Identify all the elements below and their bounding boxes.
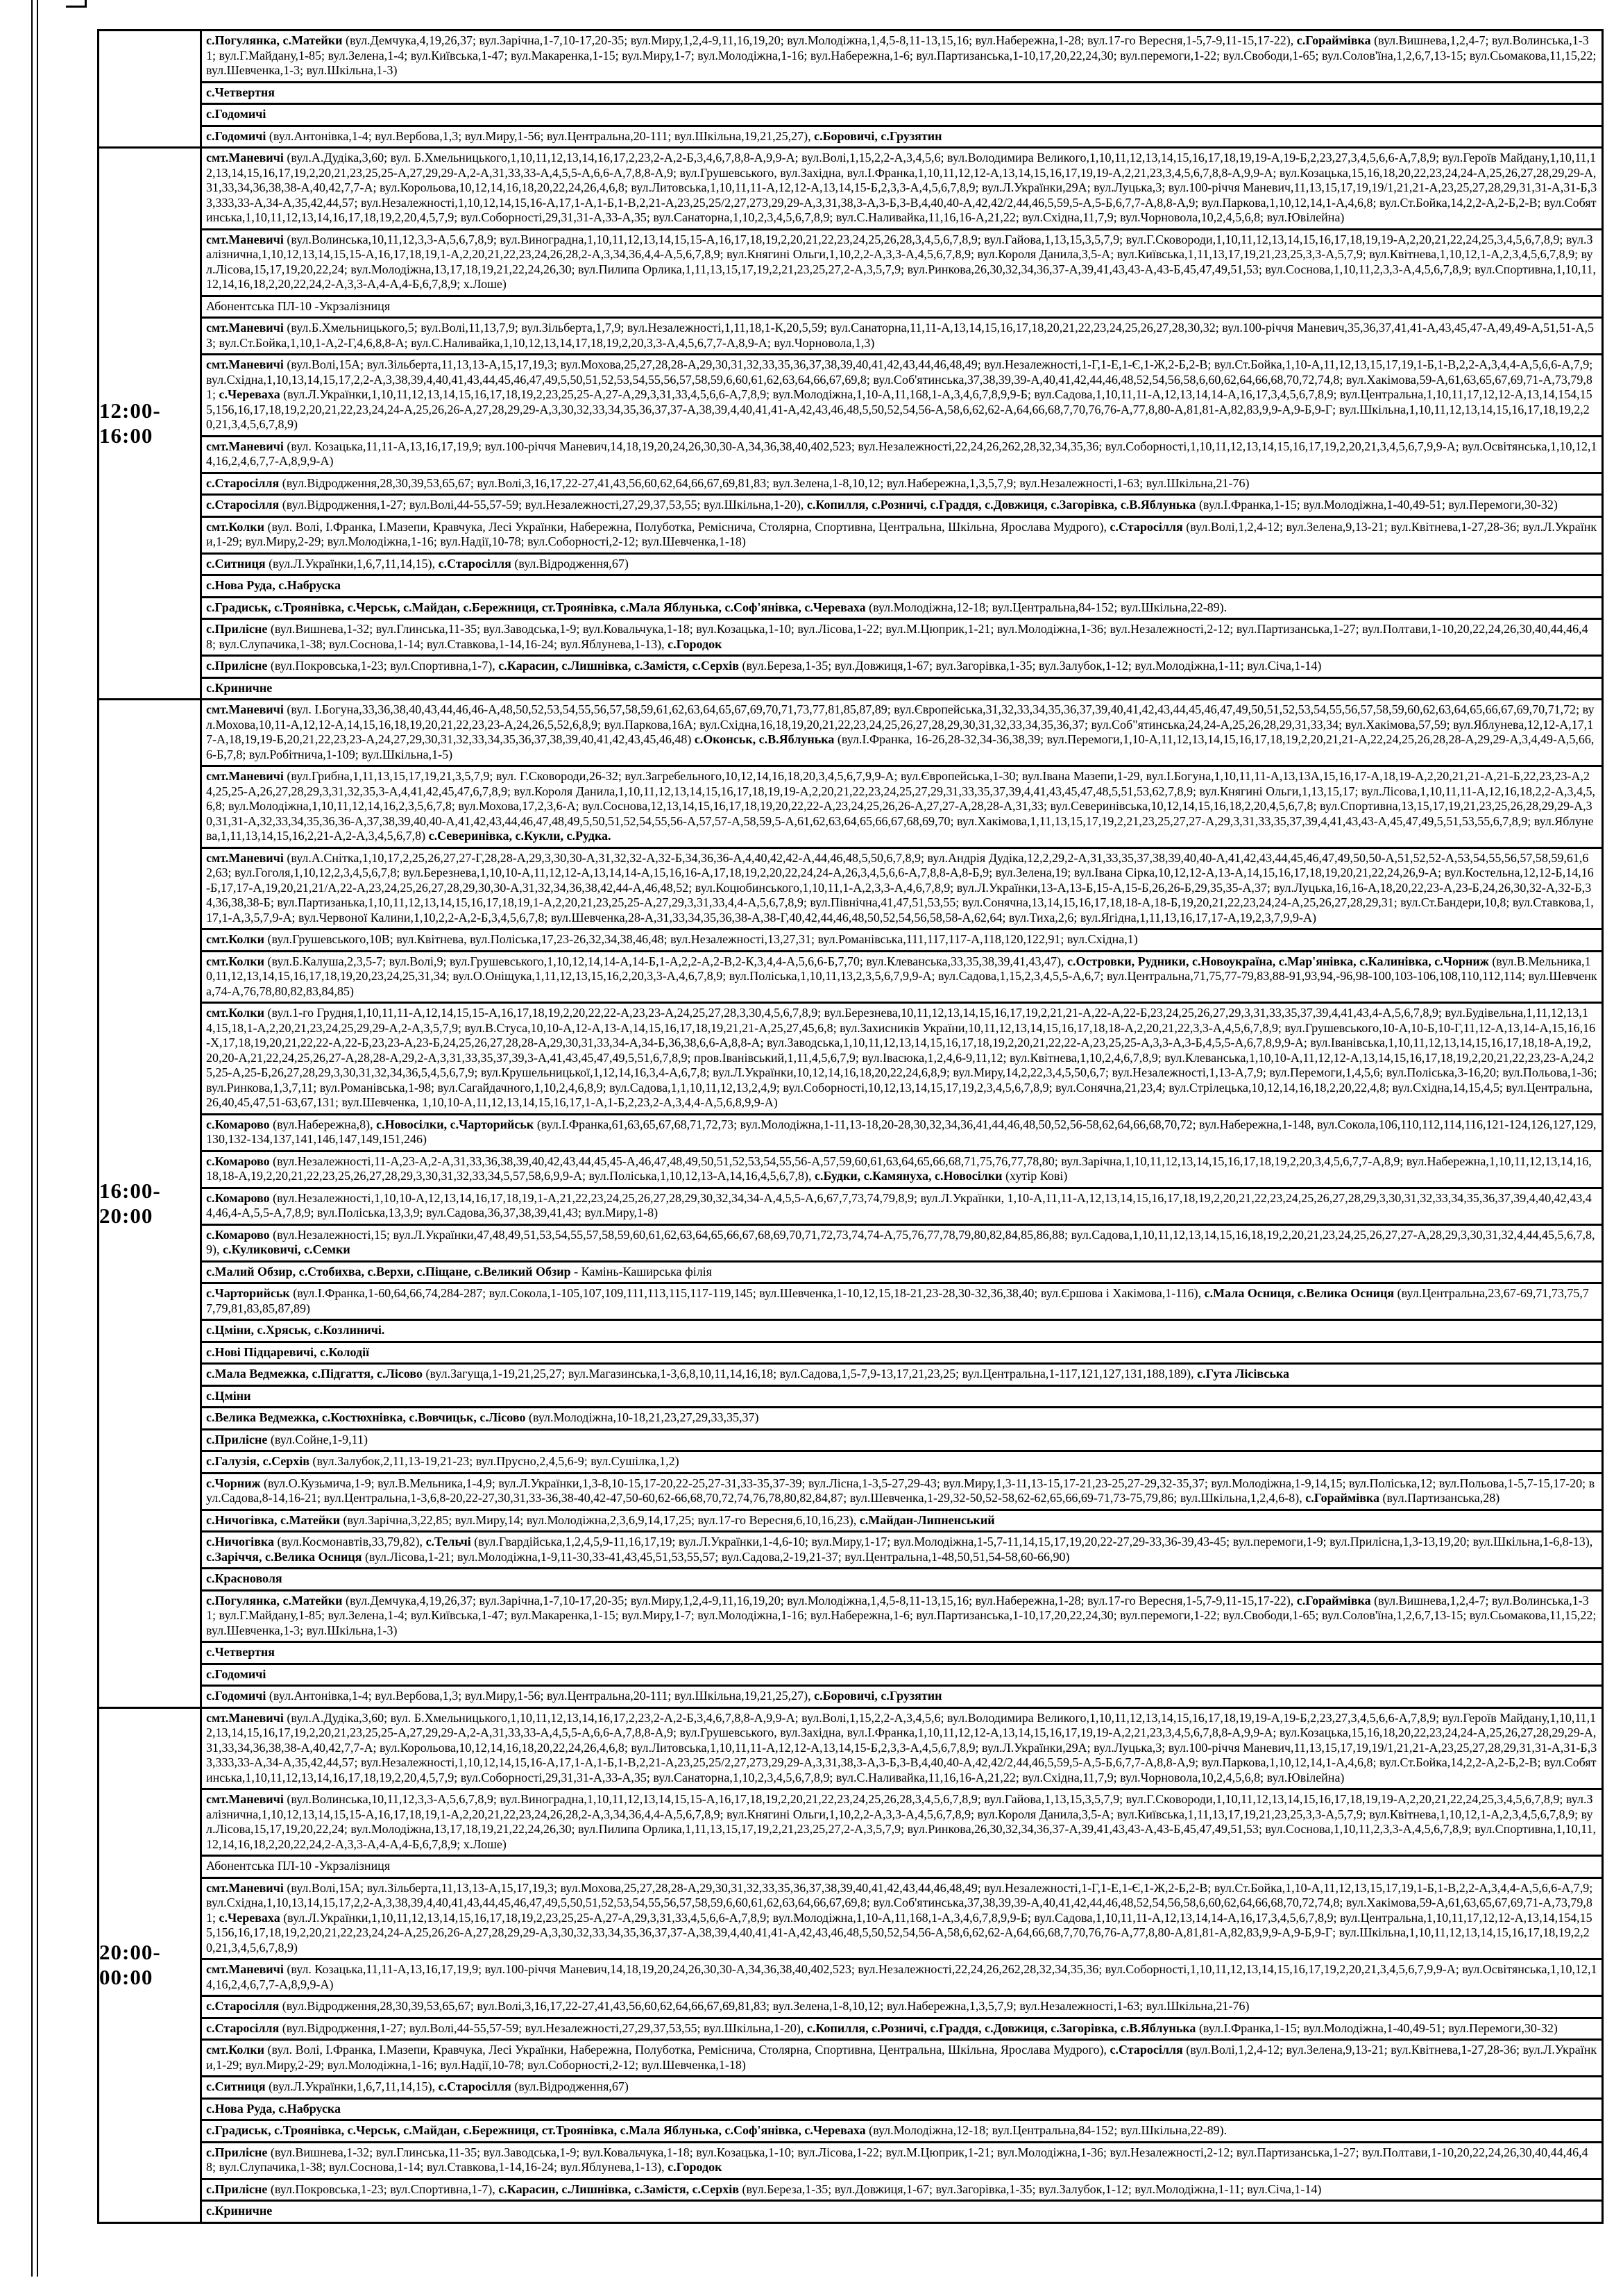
settlement-name: с.Гораймівка (1305, 1491, 1383, 1505)
table-row (202, 950, 1601, 1002)
table-row (202, 295, 1601, 317)
street-list: (вул.Партизанська,28) (1382, 1491, 1500, 1505)
settlement-name: с.Криничне (206, 680, 273, 695)
settlement-name: с.Малий Обзир, с.Стобихва, с.Верхи, с.Піщане, с.Великий Обзир (206, 1264, 575, 1278)
table-row (202, 2178, 1601, 2200)
table-row (202, 1685, 1601, 1707)
street-list: (вул.1-го Грудня,1,10,11,11-А,12,14,15,15-А,16,17,18,19,2,20,22,22-А,23,23-А,24,25,27,28,3,30,4,5,6,7,8,9; вул.Березнева,10,11,12,13,14,15,16,17,19,2,21,21-А,22-А,22-Б,23,24,25,26,27,29,3,31,33,35,37,39,4,41,43,4-А,5,6,7,8,9; вул.Будівельна,1,11,12,13,14,15,18,1-А,2,20,21,23,24,25,29,29-А,2-А,3,5,7,9; вул.В.Стуса,10,10-А,12-А,13-А,14,15,16,17,18,19,21,21-А,25,27,45,6,8; вул.Захисників України,10,11,12,13,14,15,16,17,18,18-А,2,20,21,22,3,3-А,4,5,6,7,8,9; вул.Грушевського,10-А,10-Б,10-Г,11,12-А,13,14-А,15,16,16-Х,17,18,19,20,21,22,22-А,22-Б,23,23-А,23-Б,24,25,26,27,28,28-А,29,30,31,33,34-А,34-Б,36,38,6,6-А,8,8-А; вул.Заводська,1,10,11,12,13,14,15,16,17,18,19,2,20,21,22,22-А,23,25,25-А,3,3-А,3-Б,4,5,5-А,6,7,8,9,9-А; вул.Іванівська,1,10,11,12,13,14,15,16,17,18,18-А,19,2,20,20-А,21,22,24,25,26,27-А,28,28-А,29,2-А,3,31,33,35,37,39,3-А,41,43,45,47,49,5,51,6,7,8,9; пров.Іванівський,1,11,4,5,6,7,9; вул.Івасюка,1,2,4,6-9,11,12; вул.Квітнева,1,10,2,4,6,7,8,9; вул.Клеванська,1,10,10-А,11,12,12-А,13,14,15,16,17,18,19,2,20,21,22,23,23-А,24,25,25-А,25-Б,26,27,28,29,3,30,31,32,34,36,5,4,5,6,7,9; вул.Крушельницької,1,12,14,16,3,4-А,6,7,8; вул.Л.Українки,10,12,14,16,18,20,22,24,6,8,9; вул.Миру,14,2,22,3,4,5,50,6,7; вул.Незалежності,1,13-А,7,9; вул.Перемоги,1,4,5,6; вул.Поліська,3-16,20; вул.Польова,1-36; вул.Ринкова,1,3,7,11; вул.Романівська,1-98; вул.Сагайдачного,1,10,2,4,6,8,9; вул.Садова,1,1,10,11,12,13,2,4,9; вул.Соборності,10,12,13,14,15,17,19,2,3,4,5,6,7,8,9; вул.Сонячна,21,23,4; вул.Стрілецька,10,12,14,16,18,2,20,22,4,8; вул.Східна,14,15,4,5; вул.Центральна,26,40,45,47,51-63,67,131; вул.Шевченка, 1,10,10-А,11,12,13,14,15,16,17,1-А,1-Б,2,23,2-А,3,4,4-А,5,6,8,9,9-А) (206, 1006, 1597, 1109)
table-row (202, 2075, 1601, 2097)
settlement-name: с.Ситниця (206, 2079, 269, 2093)
settlement-name: с.Градиськ, с.Троянівка, с.Черськ, с.Майдан, с.Бережниця, ст.Троянівка, с.Мала Яблунька, с.Соф'янівка, с.Череваха (206, 600, 869, 614)
table-row (202, 655, 1601, 677)
table-row (202, 1958, 1601, 1995)
street-list: (вул.Вишнева,1,2,4-7; вул.Волинська,1-31; вул.Г.Майдану,1-85; вул.Зелена,1-4; вул.Київська,1-47; вул.Макаренка,1-15; вул.Миру,1-7; вул.Молодіжна,1-16; вул.Набережна,1-6; вул.Партизанська,1-10,17,20,22,24,30; вул.перемоги,1-22; вул.Свободи,1-65; вул.Солов'їна,1,2,6,7,13-15; вул.Сьомакова,11,15,22; вул.Шевченка,1-3; вул.Шкільна,1-3) (206, 1593, 1597, 1637)
table-row (202, 435, 1601, 472)
settlement-name: с.Копилля, с.Розничі, с.Граддя, с.Довжиця, с.Загорівка, с.В.Яблунька (806, 498, 1199, 512)
street-list: (вул.Волі,1,2,4-12; вул.Зелена,9,13-21; вул.Квітнева,1-27,28-36; вул.Л.Українки,1-29; вул.Миру,2-29; вул.Молодіжна,1-16; вул.Надії,10-78; вул.Соборності,2-12; вул.Шевченка,1-18) (206, 2043, 1597, 2072)
street-list: (вул.Сойне,1-9,11) (270, 1432, 368, 1446)
table-row (202, 574, 1601, 596)
settlement-name: с.Мала Ведмежка, с.Підгаття, с.Лісово (206, 1367, 426, 1381)
settlement-name: с.Будки, с.Камянуха, с.Новосілки (814, 1169, 1006, 1183)
street-list: (вул.І.Франка, 16-26,28-32,34-36,38,39; вул.Перемоги,1,10-А,11,12,13,14,15,16,17,18,19,2,20,21,21-А,22,24,25,26,28,28-А,29,29-А,3,4,49-А,5,66,6-Б,7,8; вул.Робітнича,1-109; вул.Шкільна,1-5) (206, 732, 1595, 761)
settlement-name: с.Череваха (219, 1910, 284, 1925)
street-list: (хутір Кові) (1005, 1169, 1068, 1183)
time-section (97, 698, 1604, 1707)
rows-container (202, 700, 1601, 1707)
settlement-name: с.Северинівка, с.Кукли, с.Рудка. (428, 829, 611, 843)
settlement-name: с.Цміни (206, 1388, 251, 1403)
street-list: (вул.Молодіжна,12-18; вул.Центральна,84-152; вул.Шкільна,22-89). (869, 2123, 1227, 2137)
settlement-name: смт.Колки (206, 954, 268, 968)
street-list: Абонентська ПЛ-10 -Укрзалізниця (206, 1859, 391, 1873)
table-row (202, 552, 1601, 575)
settlement-name: смт.Маневичі (206, 702, 287, 716)
street-list: (вул.Відродження,28,30,39,53,65,67; вул.Волі,3,16,17,22-27,41,43,56,60,62,64,66,67,69,81,83; вул.Зелена,1-8,10,12; вул.Набережна,1,3,5,7,9; вул.Незалежності,1-63; вул.Шкільна,21-76) (282, 475, 1250, 490)
street-list: (вул.Покровська,1-23; вул.Спортивна,1-7), (270, 2181, 499, 2196)
street-list: (вул.Волі,15А; вул.Зільберта,11,13,13-А,15,17,19,3; вул.Мохова,25,27,28,28-А,29,30,31,32,33,35,36,37,38,39,40,41,42,43,44,46,48,49; вул.Незалежності,1-Г,1-Е,1-Є,1-Ж,2-Б,2-В; вул.Ст.Бойка,1,10-А,11,12,13,15,17,19,1-Б,1-В,2,2-А,3,4,4-А,5,6,6-А,7,9; вул.Східна,1,10,13,14,15,17,2,2-А,3,38,39,4,40,41,43,44,45,46,47,49,5,50,51,52,53,54,55,56,57,58,59,6,60,61,62,63,64,66,67,69,8; вул.Соб'ятинська,37,38,39,39-А,40,41,42,44,46,48,52,54,56,58,6,60,62,64,66,68,70,72,74,8; вул.Хакімова,59-А,61,63,65,67,69,71-А,73,79,81; (206, 357, 1593, 401)
settlement-name: смт.Маневичі (206, 1962, 287, 1976)
settlement-name: с.Старосілля (206, 2020, 282, 2035)
settlement-name: с.Годомичі (206, 107, 266, 121)
schedule-table (31, 29, 1604, 2224)
street-list: (вул.Молодіжна,12-18; вул.Центральна,84-152; вул.Шкільна,22-89). (869, 600, 1227, 614)
time-section (97, 1707, 1604, 2224)
settlement-name: с.Градиськ, с.Троянівка, с.Черськ, с.Майдан, с.Бережниця, ст.Троянівка, с.Мала Яблунька, с.Соф'янівка, с.Череваха (206, 2123, 869, 2137)
settlement-name: смт.Маневичі (206, 357, 287, 371)
street-list: (вул.Б.Хмельницького,5; вул.Волі,11,13,7,9; вул.Зільберта,1,7,9; вул.Незалежності,1,11,18,1-К,20,5,59; вул.Санаторна,11,11-А,13,14,15,16,17,18,20,21,22,23,24,25,26,27,28,30,32; вул.100-річчя Маневич,35,36,37,41,41-А,43,45,47-А,49,49-А,51,51-А,53; вул.Ст.Бойка,1,10,1-А,2-Г,4,6,8,8-А; вул.С.Наливайка,1,10,12,13,14,17,18,19,2,20,3,3-А,4,5,6,7,7-А,8,9-А; вул.Чорновола,1,3) (206, 321, 1594, 350)
settlement-name: с.Боровичі, с.Грузятин (814, 128, 942, 143)
cutoff-cell-corner-mark-vertical (85, 0, 87, 8)
street-list: (вул.І.Франка,1-15; вул.Молодіжна,1-40,49-51; вул.Перемоги,30-32) (1198, 2020, 1558, 2035)
table-row (202, 1855, 1601, 1877)
settlement-name: с.Новосілки, с.Чарторийськ (376, 1117, 537, 1131)
rows-container (202, 149, 1601, 698)
street-list: (вул.Гвардійська,1,2,4,5,9-11,16,17,19; вул.Л.Українки,1-4,6-10; вул.Миру,1-17; вул.Молодіжна,1-5,7-11,14,15,17,19,20,22-27,29-33,36-39,43-45; вул.перемоги,1-9; вул.Прилісна,1,3-13,19,20; вул.Шкільна,1-6,8-13), (474, 1535, 1593, 1548)
table-row (202, 1589, 1601, 1641)
settlement-name: с.Тельчі (425, 1535, 475, 1548)
street-list: (вул.Волі,1,2,4-12; вул.Зелена,9,13-21; вул.Квітнева,1-27,28-36; вул.Л.Українки,1-29; вул.Миру,2-29; вул.Молодіжна,1-16; вул.Надії,10-78; вул.Соборності,2-12; вул.Шевченка,1-18) (206, 519, 1597, 548)
street-list: (вул.Відродження,1-27; вул.Волі,44-55,57-59; вул.Незалежності,27,29,37,53,55; вул.Шкільна,1-20), (282, 498, 807, 512)
settlement-name: смт.Колки (206, 932, 268, 946)
street-list: (вул.Відродження,67) (514, 2079, 629, 2093)
settlement-name: смт.Колки (206, 1006, 268, 1020)
settlement-name: с.Череваха (219, 387, 284, 401)
settlement-name: с.Цміни, с.Хряськ, с.Козлиничі. (206, 1323, 385, 1337)
table-row (202, 1428, 1601, 1451)
settlement-name: смт.Маневичі (206, 439, 287, 453)
table-row (202, 1450, 1601, 1472)
settlement-name: с.Комарово (206, 1227, 273, 1242)
settlement-name: с.Велика Ведмежка, с.Костюхнівка, с.Вовчицьк, с.Лісово (206, 1410, 529, 1424)
street-list: (вул.І.Франка,1-60,64,66,74,284-287; вул.Сокола,1-105,107,109,111,113,115,117-119,145; вул.Шевченка,1-10,12,15,18-21,23-28,30-32,36,38,40; вул.Єршова і Хакімова,1-116), (293, 1286, 1205, 1300)
time-section (97, 146, 1604, 698)
rows-container (202, 1709, 1601, 2222)
street-list: (вул.І.Франка,1-15; вул.Молодіжна,1-40,49-51; вул.Перемоги,30-32) (1198, 498, 1558, 512)
street-list: (вул.Волинська,10,11,12,3,3-А,5,6,7,8,9; вул.Виноградна,1,10,11,12,13,14,15,15-А,16,17,18,19,2,20,21,22,23,24,25,26,28,3,4,5,6,7,8,9; вул.Гайова,1,13,15,3,5,7,9; вул.Г.Сковороди,1,10,11,12,13,14,15,16,17,18,19,19-А,2,20,21,22,24,25,3,4,5,6,7,8,9; вул.Залізнична,1,10,12,13,14,15,15-А,16,17,18,19,1-А,2,20,21,22,23,24,26,28,2-А,3,34,36,4,4-А,5,6,7,8,9; вул.Княгині Ольги,1,10,2,2-А,3,3-А,4,5,6,7,8,9; вул.Короля Данила,3,5-А; вул.Київська,1,11,13,17,19,21,23,25,3,3-А,5,7,9; вул.Квітнева,1,10,12,1-А,2,3,4,5,6,7,8,9; вул.Лісова,15,17,19,20,22,24; вул.Молодіжна,13,17,18,19,21,22,24,26,30; вул.Пилипа Орлика,1,11,13,15,17,19,2,21,23,25,27,2-А,3,5,7,9; вул.Ринкова,26,30,32,34,36,37-А,39,41,43,43-А,43-Б,45,47,49,51,53; вул.Соснова,1,10,11,2,3,3-А,4,5,6,7,8,9; вул.Спортивна,1,10,11,12,14,16,18,2,20,22,24,2-А,3,3-А,4-А,4-Б,6,7,8,9; х.Лоше) (206, 1792, 1597, 1851)
settlement-name: с.Старосілля (206, 475, 282, 490)
street-list: (вул.Відродження,67) (514, 556, 629, 571)
table-row (202, 2119, 1601, 2141)
settlement-name: с.Старосілля (206, 498, 282, 512)
settlement-name: с.Годомичі (206, 1689, 269, 1703)
table-row (202, 81, 1601, 103)
table-row (202, 2017, 1601, 2039)
street-list: (вул.Набережна,8), (273, 1117, 377, 1131)
table-row (202, 316, 1601, 353)
table-row (202, 1406, 1601, 1428)
street-list: (вул.Л.Українки,1,10,11,12,13,14,15,16,17,18,19,2,23,25,25-А,27-А,29,3,31,33,4,5,6,6-А,7,8,9; вул.Молодіжна,1,10-А,11,168,1-А,3,4,6,7,8,9,9-Б; вул.Садова,1,10,11,11-А,12,13,14,14-А,16,17,3,4,5,6,7,8,9; вул.Центральна,1,10,11,17,12,12-А,13,14,154,155,156,16,17,18,19,2,20,21,22,23,24,24-А,25,26,26-А,27,28,29,29-А,3,30,32,33,34,35,36,37,37-А,38,39,4,40,41,41-А,42,43,46,48,5,50,52,54,56-А,58,6,62,62-А,64,66,68,7,70,76,76-А,77,8,80-А,81,81-А,82,83,9,9-А,9-Б,9-Г; вул.Шкільна,1,10,11,12,13,14,15,16,17,18,19,2,20,21,3,4,5,6,7,8,9) (206, 1910, 1592, 1955)
table-row (202, 1995, 1601, 2017)
table-row (202, 1709, 1601, 1789)
street-list: (вул.Береза,1-35; вул.Довжиця,1-67; вул.Загорівка,1-35; вул.Залубок,1-12; вул.Молодіжна,1-11; вул.Січа,1-14) (742, 2181, 1322, 2196)
table-row (202, 1877, 1601, 1959)
street-list: (вул.Загуща,1-19,21,25,27; вул.Магазинська,1-3,6,8,10,11,14,16,18; вул.Садова,1,5-7,9-13,17,21,23,25; вул.Центральна,1-117,121,127,131,188,189), (425, 1367, 1198, 1381)
street-list: (вул.Космонавтів,33,79,82), (277, 1535, 426, 1548)
table-row (202, 700, 1601, 765)
street-list: (вул.А.Снітка,1,10,17,2,25,26,27,27-Г,28,28-А,29,3,30,30-А,31,32,32-А,32-Б,34,36,36-А,4,40,42,42-А,44,46,48,5,50,6,7,8,9; вул.Андрія Дудіка,12,2,29,2-А,31,33,35,37,38,39,40,40-А,41,42,43,44,45,46,47,49,50,50-А,51,52,52-А,53,54,55,56,57,58,59,61,62,63; вул.Гоголя,1,10,12,2,3,4,5,6,7,8; вул.Березнева,1,10,10-А,11,12,12-А,13,14,14-А,15,16,16-А,17,18,19,2,20,22,24,24-А,26,3,4,5,6,6-А,7,8,8-А,8-Б,9; вул.Зелена,19; вул.Івана Сірка,10,12,12-А,13-А,14,15,16,17,18,19,20,21,22,24,26,9-А; вул.Костельна,12,12-Б,14,16-Б,17,17-А,19,20,21,21/А,22-А,23,24,25,26,27,28,29,30,30-А,31,32,34,36,38,42,44-А,46,48,52; вул.Коцюбинського,1,10,11,1-А,2,3,3-А,4,6,7,8,9; вул.Л.Українки,13-А,13-Б,15-А,15-Б,26,26-Б,29,35,35-А,37; вул.Луцька,16,16-А,18,20,22,23-А,23-Б,24,26,30,32-А,32-Б,34,36,38,38-Б; вул.Партизанька,1,10,11,12,13,14,15,16,17,18,19,1-А,2,20,21,23,25,25-А,27,29,3,31,33,4,4-А,5,6,7,8,9; вул.Північна,41,47,51,53,55; вул.Сонячна,13,14,15,16,17,18,18-А,18-Б,19,20,21,22,23,24,24-А,25,26,27,28,29,31; вул.Ст.Бандери,10,8; вул.Ставкова,1,17,1-А,3,5,7,9-А; вул.Червоної Калини,1,10,2,2-А,2-Б,3,4,5,6,7,8; вул.Шевченка,28-А,31,33,34,35,36,38-А,38-Г,40,42,44,46,48,50,52,54,56,58,58-А,62,64; вул.Тиха,2,6; вул.Ягідна,1,11,13,16,17,17-А,19,2,3,7,9,9-А) (206, 850, 1594, 925)
street-list: (вул.Покровська,1-23; вул.Спортивна,1-7), (270, 659, 499, 673)
table-row (202, 928, 1601, 950)
street-list: (вул. І.Богуна,33,36,38,40,43,44,46,46-А,48,50,52,53,54,55,56,57,58,59,61,62,63,64,65,67,69,70,71,73,77,81,85,87,89; вул.Європейська,31,32,33,34,35,36,37,39,40,41,42,43,44,45,46,47,49,50,51,52,53,54,55,56,57,58,59,60,62,63,64,65,66,67,69,70,71,72; вул.Мохова,10,11-А,12,12-А,14,15,16,18,19,20,21,22,23,23-А,24,26,5,52,6,8,9; вул.Паркова,16А; вул.Східна,16,18,19,20,21,22,23,24,25,26,27,28,29,30,31,32,33,34,35,36,37; вул.Соб"ятинська,24,24-А,25,26,28,29,31,33,34; вул.Хакімова,57,59; вул.Яблунева,12,12-А,17,17-А,18,19,19-Б,20,21,22,23,23-А,24,27,29,30,31,32,33,34,35,36,37,38,39,40,41,42,43,45,46,48) (206, 702, 1595, 746)
table-row (202, 2097, 1601, 2120)
settlement-name: с.Галузія, с.Серхів (206, 1454, 313, 1468)
time-slot-label: 16:00-20:00 (99, 1178, 161, 1228)
street-list: (вул. Козацька,11,11-А,13,16,17,19,9; вул.100-річчя Маневич,14,18,19,20,24,26,30,30-А,34,36,38,40,402,523; вул.Незалежності,22,24,26,262,28,32,34,35,36; вул.Соборності,1,10,11,12,13,14,15,16,17,19,2,20,21,3,4,5,6,7,9,9-А; вул.Освітянська,1,10,12,14,16,2,4,6,7,7-А,8,9,9-А) (206, 439, 1597, 468)
street-list: (вул.А.Дудіка,3,60; вул. Б.Хмельницького,1,10,11,12,13,14,16,17,2,23,2-А,2-Б,3,4,6,7,8,8-А,9,9-А; вул.Волі,1,15,2,2-А,3,4,5,6; вул.Володимира Великого,1,10,11,12,13,14,15,16,17,18,19,19-А,19-Б,2,23,27,3,4,5,6,6-А,7,8,9; вул.Героїв Майдану,1,10,11,12,13,14,15,16,17,19,2,20,21,23,25,25-А,27,29,29-А,2-А,31,33,33-А,4,5,5-А,6,6-А,7,8,8-А,9; вул.Грушевського, вул.Західна, вул.І.Франка,1,10,11,12,12-А,13,14,15,16,17,19,19-А,2,21,23,3,4,5,6,7,8,8-А,9,9-А; вул.Козацька,15,16,18,20,22,23,24,24-А,25,26,27,28,29,29-А,31,33,34,36,38,38-А,40,42,7,7-А; вул.Корольова,10,12,14,16,18,20,22,24,26,4,6,8; вул.Литовська,1,10,11,11-А,12,12-А,13,14,15-Б,2,3,3-А,4,5,6,7,8,9; вул.Л.Українки,29А; вул.Луцька,3; вул.100-річчя Маневич,11,13,15,17,19,19/1,21,21-А,23,25,27,28,29,31,31-А,31-Б,33,333,33-А,34-А,35,42,44,57; вул.Незалежності,1,10,12,14,15,16-А,17,1-А,1-Б,1-В,2,21-А,23,25,25/2,27,273,29,29-А,3,31,38,3-А,3-Б,3-В,4,40,40-А,42,42/2,44,46,5,59,5-А,5-Б,6,7,7-А,8,8-А,9; вул.Паркова,1,10,12,14,1-А,4,6,8; вул.Ст.Бойка,14,2,2-А,2-Б,2-В; вул.Собятинська,1,10,11,12,13,14,16,17,18,19,2,20,4,5,7,9; вул.Соборності,29,31,31-А,33-А,35; вул.Санаторна,1,10,2,3,4,5,6,7,8,9; вул.С.Наливайка,11,16,16-А,21,22; вул.Східна,11,7,9; вул.Чорновола,10,2,4,5,6,8; вул.Ювілейна) (206, 151, 1597, 224)
settlement-name: смт.Маневичі (206, 321, 287, 335)
settlement-name: с.Криничне (206, 2204, 273, 2218)
settlement-name: с.Годомичі (206, 128, 269, 143)
settlement-name: с.Гораймівка (1296, 33, 1375, 47)
table-row (202, 2200, 1601, 2222)
street-list: (вул.Антонівка,1-4; вул.Вербова,1,3; вул.Миру,1-56; вул.Центральна,20-111; вул.Шкільна,19,21,25,27), (269, 128, 815, 143)
street-list: (вул.Б.Калуша,2,3,5-7; вул.Волі,9; вул.Грушевського,1,10,12,14,14-А,14-Б,1-А,2,2-А,2-В,2-К,3,4,4-А,5,6,6-Б,7,70; вул.Клеванська,33,35,38,39,41,43,47), (267, 954, 1068, 968)
settlement-name: с.Старосілля (1110, 519, 1187, 534)
settlement-name: с.Нові Підцаревичі, с.Колодії (206, 1344, 370, 1359)
street-list: (вул.А.Дудіка,3,60; вул. Б.Хмельницького,1,10,11,12,13,14,16,17,2,23,2-А,2-Б,3,4,6,7,8,8-А,9,9-А; вул.Волі,1,15,2,2-А,3,4,5,6; вул.Володимира Великого,1,10,11,12,13,14,15,16,17,18,19,19-А,19-Б,2,23,27,3,4,5,6,6-А,7,8,9; вул.Героїв Майдану,1,10,11,12,13,14,15,16,17,19,2,20,21,23,25,25-А,27,29,29-А,2-А,31,33,33-А,4,5,5-А,6,6-А,7,8,8-А,9; вул.Грушевського, вул.Західна, вул.І.Франка,1,10,11,12,12-А,13,14,15,16,17,19,19-А,2,21,23,3,4,5,6,7,8,8-А,9,9-А; вул.Козацька,15,16,18,20,22,23,24,24-А,25,26,27,28,29,29-А,31,33,34,36,38,38-А,40,42,7,7-А; вул.Корольова,10,12,14,16,18,20,22,24,26,4,6,8; вул.Литовська,1,10,11,11-А,12,12-А,13,14,15-Б,2,3,3-А,4,5,6,7,8,9; вул.Л.Українки,29А; вул.Луцька,3; вул.100-річчя Маневич,11,13,15,17,19,19/1,21,21-А,23,25,27,28,29,31,31-А,31-Б,33,333,33-А,34-А,35,42,44,57; вул.Незалежності,1,10,12,14,15,16-А,17,1-А,1-Б,1-В,2,21-А,23,25,25/2,27,273,29,29-А,3,31,38,3-А,3-Б,3-В,4,40,40-А,42,42/2,44,46,5,59,5-А,5-Б,6,7,7-А,8,8-А,9; вул.Паркова,1,10,12,14,1-А,4,6,8; вул.Ст.Бойка,14,2,2-А,2-Б,2-В; вул.Собятинська,1,10,11,12,13,14,16,17,18,19,2,20,4,5,7,9; вул.Соборності,29,31,31-А,33-А,35; вул.Санаторна,1,10,2,3,4,5,6,7,8,9; вул.С.Наливайка,11,16,16-А,21,22; вул.Східна,11,7,9; вул.Чорновола,10,2,4,5,6,8; вул.Ювілейна) (206, 1710, 1597, 1784)
street-list: (вул.Грибна,1,11,13,15,17,19,21,3,5,7,9; вул. Г.Сковороди,26-32; вул.Загребельного,10,12,14,16,18,20,3,4,5,6,7,9,9-А; вул.Європейська,1-30; вул.Івана Мазепи,1-29, вул.І.Богуна,1,10,11,11-А,13,13А,15,16,17-А,18,19-А,2,20,21,21-А,21-Б,22,23,23-А,24,25,25-А,26,27,28,29,3,31,32,35,3-А,4,41,42,45,47,6,7,8,9; вул.Короля Данила,1,10,11,12,13,14,15,16,17,18,19,19-А,2,20,21,22,23,24,25,27,29,31,33,35,37,39,4,41,43,45,47,48,5,51,53,62,7,8,9; вул.Княгині Ольги,1,13,15,17; вул.Лісова,1,10,11,11-А,12,16,18,2,2-А,3,4,5,6,8; вул.Молодіжна,1,10,11,12,14,16,2,3,5,6,7,8; вул.Мохова,17,2,3,6-А; вул.Соснова,12,13,14,15,16,17,18,19,20,22,22-А,23,24,25,26,26-А,27,27-А,28,28-А,31,33; вул.Северинівська,10,12,14,15,16,18,2,20,4,5,6,7,8; вул.Спортивна,13,15,17,19,21,23,25,26,28,29,29-А,30,31,31-А,32,33,34,35,36,36-А,37,38,39,40,40-А,41,42,43,44,46,47,48,49,5,50,51,52,54,55,56-А,57,57-А,58,59,5-А,61,62,63,64,65,66,67,68,69,70; вул.Хакімова,1,11,13,15,17,19,2,21,23,25,27,27-А,29,3,31,33,35,37,39,4,41,43,43-А,45,47,49,5,51,53,55,6,7,8,9; вул.Яблунева,1,11,13,14,15,16,2,21-А,2-А,3,4,5,6,7,8) (206, 769, 1596, 843)
table-row (202, 1509, 1601, 1531)
time-slot-cell (99, 149, 202, 698)
settlement-name: смт.Колки (206, 519, 268, 534)
street-list: (вул.Незалежності,15; вул.Л.Українки,47,48,49,51,53,54,55,57,58,59,60,61,62,63,64,65,66,67,68,69,70,71,72,73,74,74-А,75,76,77,78,79,80,82,84,85,86,88; вул.Садова,1,10,11,12,13,14,15,16,18,19,2,20,21,23,24,25,26,27,27-А,28,29,3,30,31,32,4,44,45,5,6,7,8,9), (206, 1227, 1595, 1256)
table-row (202, 228, 1601, 295)
settlement-name: с.Карасин, с.Лишнівка, с.Замістя, с.Серхів (498, 2181, 742, 2196)
table-row (202, 1788, 1601, 1855)
table-row (202, 1472, 1601, 1509)
table-row (202, 765, 1601, 847)
street-list: (вул.В.Мельника,10,11,12,13,14,15,16,17,18,19,20,23,24,25,31,34; вул.О.Оніщука,1,11,12,13,15,16,2,20,3,3-А,4,6,7,8,9; вул.Поліська,1,10,11,13,2,3,5,6,7,9,9-А; вул.Садова,1,15,2,3,4,5,5-А,6,7; вул.Центральна,71,75,77-79,83,88-91,93,94,-96,98-100,103-106,108,110,112,114; вул.Шевченка,74-А,76,78,80,82,83,84,85) (206, 954, 1597, 998)
settlement-name: с.Комарово (206, 1190, 273, 1205)
street-list: (вул.І.Франка,61,63,65,67,68,71,72,73; вул.Молодіжна,1-11,13-18,20-28,30,32,34,36,41,44,46,48,50,52,56-58,62,64,66,68,70,72; вул.Набережна,1-148, вул.Сокола,106,110,112,114,116,121-124,126,127,129,130,132-134,137,141,146,147,149,151,246) (206, 1117, 1597, 1146)
street-list: (вул.Залубок,2,11,13-19,21-23; вул.Прусно,2,4,5,6-9; вул.Сушілка,1,2) (312, 1454, 679, 1468)
settlement-name: с.Городок (668, 2160, 722, 2174)
settlement-name: с.Старосілля (206, 1999, 282, 2013)
street-list: (вул.Л.Українки,1,10,11,12,13,14,15,16,17,18,19,2,23,25,25-А,27-А,29,3,31,33,4,5,6,6-А,7,8,9; вул.Молодіжна,1,10-А,11,168,1-А,3,4,6,7,8,9,9-Б; вул.Садова,1,10,11,11-А,12,13,14,14-А,16,17,3,4,5,6,7,8,9; вул.Центральна,1,10,11,17,12,12-А,13,14,154,155,156,16,17,18,19,2,20,21,22,23,24,24-А,25,26,26-А,27,28,29,29-А,3,30,32,33,34,35,36,37,37-А,38,39,4,40,41,41-А,42,43,46,48,5,50,52,54,56-А,58,6,62,62-А,64,66,68,7,70,76,76-А,77,8,80-А,81,81-А,82,83,9,9-А,9-Б,9-Г; вул.Шкільна,1,10,11,12,13,14,15,16,17,18,19,2,20,21,3,4,5,6,7,8,9) (206, 387, 1592, 431)
street-list: (вул.Л.Українки,1,6,7,11,14,15), (269, 2079, 439, 2093)
street-list: (вул. Волі, І.Франка, І.Мазепи, Кравчука, Лесі Українки, Набережна, Полуботка, Реміснича, Столярна, Спортивна, Центральна, Шкільна, Ярослава Мудрого), (267, 519, 1110, 534)
table-row (202, 1362, 1601, 1385)
settlement-name: с.Оконськ, с.В.Яблунька (694, 732, 838, 746)
street-list: - Камінь-Каширська філія (574, 1264, 712, 1278)
settlement-name: с.Чарторийськ (206, 1286, 294, 1300)
table-row (202, 353, 1601, 435)
settlement-name: с.Прилісне (206, 622, 271, 636)
table-row (202, 472, 1601, 494)
street-list: (вул.Вишнева,1-32; вул.Глинська,11-35; вул.Заводська,1-9; вул.Ковальчука,1-18; вул.Козацька,1-10; вул.Лісова,1-22; вул.М.Цюприк,1-21; вул.Молодіжна,1-36; вул.Незалежності,2-12; вул.Партизанська,1-27; вул.Полтави,1-10,20,22,24,26,30,40,44,46,48; вул.Слупачика,1-38; вул.Соснова,1-14; вул.Ставкова,1-14,16-24; вул.Яблунева,1-13), (206, 2145, 1588, 2174)
settlement-name: с.Комарово (206, 1117, 273, 1131)
street-list: (вул.Відродження,28,30,39,53,65,67; вул.Волі,3,16,17,22-27,41,43,56,60,62,64,66,67,69,81,83; вул.Зелена,1-8,10,12; вул.Набережна,1,3,5,7,9; вул.Незалежності,1-63; вул.Шкільна,21-76) (282, 1999, 1250, 2013)
settlement-name: с.Ничогівка, с.Матейки (206, 1512, 343, 1527)
table-row (202, 125, 1601, 147)
settlement-name: с.Ничогівка (206, 1535, 278, 1548)
table-row (202, 31, 1601, 81)
table-row (202, 677, 1601, 699)
table-row (202, 149, 1601, 228)
settlement-name: с.Гораймівка (1296, 1593, 1375, 1607)
settlement-name: с.Прилісне (206, 2145, 271, 2159)
table-row (202, 1385, 1601, 1407)
settlement-name: с.Прилісне (206, 659, 271, 673)
street-list: (вул.Вишнева,1,2,4-7; вул.Волинська,1-31; вул.Г.Майдану,1-85; вул.Зелена,1-4; вул.Київська,1-47; вул.Макаренка,1-15; вул.Миру,1-7; вул.Молодіжна,1-16; вул.Набережна,1-6; вул.Партизанська,1-10,17,20,22,24,30; вул.перемоги,1-22; вул.Свободи,1-65; вул.Солов'їна,1,2,6,7,13-15; вул.Сьомакова,11,15,22; вул.Шевченка,1-3; вул.Шкільна,1-3) (206, 33, 1597, 77)
settlement-name: с.Заріччя, с.Велика Осниця (206, 1549, 365, 1564)
settlement-name: смт.Маневичі (206, 232, 287, 246)
table-row (202, 1260, 1601, 1283)
street-list: (вул.Незалежності,1,10,10-А,12,13,14,16,17,18,19,1-А,21,22,23,24,25,26,27,28,29,30,32,34,34-А,4,5,5-А,6,67,7,73,74,79,8,9; вул.Л.Українки, 1,10-А,11,11-А,12,13,14,15,16,17,18,19,2,20,21,22,23,24,25,26,27,28,29,3,30,31,32,33,34,35,36,37,39,4,40,42,43,44,46,4-А,5,5-А,7,8,9; вул.Поліська,13,3,9; вул.Садова,36,37,38,39,41,43; вул.Миру,1-8) (206, 1190, 1592, 1219)
settlement-name: с.Прилісне (206, 2181, 271, 2196)
table-row (202, 596, 1601, 618)
table-row (202, 516, 1601, 552)
table-row (202, 1319, 1601, 1341)
table-row (202, 1150, 1601, 1187)
street-list: (вул.Молодіжна,10-18,21,23,27,29,33,35,37) (528, 1410, 759, 1424)
settlement-name: с.Боровичі, с.Грузятин (814, 1689, 942, 1703)
settlement-name: с.Комарово (206, 1154, 273, 1168)
table-row (202, 1282, 1601, 1319)
table-row (202, 1002, 1601, 1113)
street-list: (вул.Волі,15А; вул.Зільберта,11,13,13-А,15,17,19,3; вул.Мохова,25,27,28,28-А,29,30,31,32,33,35,36,37,38,39,40,41,42,43,44,46,48,49; вул.Незалежності,1-Г,1-Е,1-Є,1-Ж,2-Б,2-В; вул.Ст.Бойка,1,10-А,11,12,13,15,17,19,1-Б,1-В,2,2-А,3,4,4-А,5,6,6-А,7,9; вул.Східна,1,10,13,14,15,17,2,2-А,3,38,39,4,40,41,43,44,45,46,47,49,5,50,51,52,53,54,55,56,57,58,59,6,60,61,62,63,64,66,67,69,8; вул.Соб'ятинська,37,38,39,39-А,40,41,42,44,46,48,52,54,56,58,6,60,62,64,66,68,70,72,74,8; вул.Хакімова,59-А,61,63,65,67,69,71-А,73,79,81; (206, 1880, 1593, 1925)
table-row (202, 493, 1601, 516)
settlement-name: с.Чорниж (206, 1476, 264, 1490)
settlement-name: смт.Маневичі (206, 1880, 287, 1895)
time-slot-cell (99, 700, 202, 1707)
settlement-name: с.Куликовичі, с.Семки (223, 1242, 350, 1256)
settlement-name: с.Мала Осниця, с.Велика Осниця (1204, 1286, 1397, 1300)
street-list: (вул.Центральна,23,67-69,71,73,75,77,79,81,83,85,87,89) (206, 1286, 1589, 1315)
time-slot-cell (99, 1709, 202, 2222)
street-list: (вул.Лісова,1-21; вул.Молодіжна,1-9,11-30,33-41,43,45,51,53,55,57; вул.Садова,2-19,21-37; вул.Центральна,1-48,50,51,54-58,60-66,90) (364, 1549, 1070, 1564)
street-list: (вул.Зарічна,3,22,85; вул.Миру,14; вул.Молодіжна,2,3,6,9,14,17,25; вул.17-го Вересня,6,10,16,23), (343, 1512, 860, 1527)
table-row (202, 847, 1601, 929)
table-row (202, 2038, 1601, 2075)
street-list: (вул.Грушевського,10В; вул.Квітнева, вул.Поліська,17,23-26,32,34,38,46,48; вул.Незалежності,13,27,31; вул.Романівська,111,117,117-А,118,120,122,91; вул.Східна,1) (267, 932, 1138, 946)
street-list: (вул. Козацька,11,11-А,13,16,17,19,9; вул.100-річчя Маневич,14,18,19,20,24,26,30,30-А,34,36,38,40,402,523; вул.Незалежності,22,24,26,262,28,32,34,35,36; вул.Соборності,1,10,11,12,13,14,15,16,17,19,2,20,21,3,4,5,6,7,9,9-А; вул.Освітянська,1,10,12,14,16,2,4,6,7,7-А,8,9,9-А) (206, 1962, 1597, 1991)
street-list: (вул.О.Кузьмича,1-9; вул.В.Мельника,1-4,9; вул.Л.Українки,1,3-8,10-15,17-20,22-25,27-31,33-35,37-39; вул.Лісна,1-3,5-27,29-43; вул.Миру,1,3-11,13-15,17-21,23-25,27-29,32-35,37; вул.Молодіжна,1-9,14,15; вул.Поліська,12; вул.Польова,1-5,7-15,17-20; вул.Садова,8-14,16-21; вул.Центральна,1-3,6,8-20,22-27,30,31,33-36,38-40,42-47,50-60,62-66,68,70,72,74,76,78,80,82,84,87; вул.Шевченка,1-29,32-50,52-58,62-62,65,66,69-71,73-75,79,86; вул.Шкільна,1,2,4,6-8), (206, 1476, 1595, 1505)
settlement-name: с.Старосілля (438, 556, 515, 571)
settlement-name: с.Годомичі (206, 1666, 266, 1681)
street-list: (вул.Демчука,4,19,26,37; вул.Зарічна,1-7,10-17,20-35; вул.Миру,1,2,4-9,11,16,19,20; вул.Молодіжна,1,4,5-8,11-13,15,16; вул.Набережна,1-28; вул.17-го Вересня,1-5,7-9,11-15,17-22), (345, 1593, 1297, 1607)
settlement-name: с.Майдан-Липненський (859, 1512, 995, 1527)
settlement-name: с.Карасин, с.Лишнівка, с.Замістя, с.Серхів (498, 659, 742, 673)
street-list: (вул.Антонівка,1-4; вул.Вербова,1,3; вул.Миру,1-56; вул.Центральна,20-111; вул.Шкільна,19,21,25,27), (269, 1689, 815, 1703)
settlement-name: с.Четвертня (206, 1645, 275, 1659)
settlement-name: с.Погулянка, с.Матейки (206, 33, 346, 47)
time-slot-cell (99, 31, 202, 146)
street-list: Абонентська ПЛ-10 -Укрзалізниця (206, 298, 391, 313)
rows-container (202, 31, 1601, 146)
settlement-name: с.Городок (668, 636, 722, 651)
settlement-name: с.Прилісне (206, 1432, 271, 1446)
street-list: (вул.Л.Українки,1,6,7,11,14,15), (269, 556, 439, 571)
table-row (202, 2141, 1601, 2178)
street-list: (вул.Вишнева,1-32; вул.Глинська,11-35; вул.Заводська,1-9; вул.Ковальчука,1-18; вул.Козацька,1-10; вул.Лісова,1-22; вул.М.Цюприк,1-21; вул.Молодіжна,1-36; вул.Незалежності,2-12; вул.Партизанська,1-27; вул.Полтави,1-10,20,22,24,26,30,40,44,46,48; вул.Слупачика,1-38; вул.Соснова,1-14; вул.Ставкова,1-14,16-24; вул.Яблунева,1-13), (206, 622, 1588, 651)
time-section (97, 29, 1604, 146)
settlement-name: с.Погулянка, с.Матейки (206, 1593, 346, 1607)
settlement-name: смт.Маневичі (206, 769, 287, 783)
street-list: (вул.Волинська,10,11,12,3,3-А,5,6,7,8,9; вул.Виноградна,1,10,11,12,13,14,15,15-А,16,17,18,19,2,20,21,22,23,24,25,26,28,3,4,5,6,7,8,9; вул.Гайова,1,13,15,3,5,7,9; вул.Г.Сковороди,1,10,11,12,13,14,15,16,17,18,19,19-А,2,20,21,22,24,25,3,4,5,6,7,8,9; вул.Залізнична,1,10,12,13,14,15,15-А,16,17,18,19,1-А,2,20,21,22,23,24,26,28,2-А,3,34,36,4,4-А,5,6,7,8,9; вул.Княгині Ольги,1,10,2,2-А,3,3-А,4,5,6,7,8,9; вул.Короля Данила,3,5-А; вул.Київська,1,11,13,17,19,21,23,25,3,3-А,5,7,9; вул.Квітнева,1,10,12,1-А,2,3,4,5,6,7,8,9; вул.Лісова,15,17,19,20,22,24; вул.Молодіжна,13,17,18,19,21,22,24,26,30; вул.Пилипа Орлика,1,11,13,15,17,19,2,21,23,25,27,2-А,3,5,7,9; вул.Ринкова,26,30,32,34,36,37-А,39,41,43,43-А,43-Б,45,47,49,51,53; вул.Соснова,1,10,11,2,3,3-А,4,5,6,7,8,9; вул.Спортивна,1,10,11,12,14,16,18,2,20,22,24,2-А,3,3-А,4-А,4-Б,6,7,8,9; х.Лоше) (206, 232, 1597, 291)
street-list: (вул. Волі, І.Франка, І.Мазепи, Кравчука, Лесі Українки, Набережна, Полуботка, Реміснича, Столярна, Спортивна, Центральна, Шкільна, Ярослава Мудрого), (267, 2043, 1110, 2057)
table-row (202, 1113, 1601, 1150)
settlement-name: с.Островки, Рудники, с.Новоукраїна, с.Мар'янівка, с.Калинівка, с.Чорниж (1067, 954, 1493, 968)
street-list: (вул.Відродження,1-27; вул.Волі,44-55,57-59; вул.Незалежності,27,29,37,53,55; вул.Шкільна,1-20), (282, 2020, 807, 2035)
time-slot-label: 20:00-00:00 (99, 1940, 161, 1989)
table-row (202, 103, 1601, 125)
settlement-name: с.Гута Лісівська (1197, 1367, 1289, 1381)
street-list: (вул.Незалежності,11-А,23-А,2-А,31,33,36,38,39,40,42,43,44,45,45-А,46,47,48,49,50,51,52,53,54,55,56-А,57,59,60,61,63,64,65,66,68,71,75,76,77,78,80; вул.Зарічна,1,10,11,12,13,14,15,16,17,18,19,2,20,3,4,5,6,7,7-А,8,9; вул.Набережна,1,10,11,12,13,14,16,18,18-А,19,2,20,21,22,23,25,26,27,28,29,3,30,31,32,33,34,5,57,58,6,9,9-А; вул.Поліська,1,10,12,13-А,14,16,4,5,6,7,8), (206, 1154, 1592, 1183)
settlement-name: смт.Колки (206, 2043, 268, 2057)
settlement-name: с.Копилля, с.Розничі, с.Граддя, с.Довжиця, с.Загорівка, с.В.Яблунька (806, 2020, 1199, 2035)
settlement-name: с.Старосілля (1110, 2043, 1187, 2057)
table-row (202, 1641, 1601, 1663)
cutoff-cell-corner-mark (66, 6, 87, 8)
street-list: (вул.Береза,1-35; вул.Довжиця,1-67; вул.Загорівка,1-35; вул.Залубок,1-12; вул.Молодіжна,1-11; вул.Січа,1-14) (742, 659, 1322, 673)
settlement-name: смт.Маневичі (206, 151, 287, 164)
settlement-name: смт.Маневичі (206, 1792, 287, 1806)
settlement-name: с.Красноволя (206, 1571, 282, 1585)
settlement-name: с.Нова Руда, с.Набруска (206, 578, 341, 592)
settlement-name: с.Ситниця (206, 556, 269, 571)
time-slot-label: 12:00-16:00 (99, 398, 161, 448)
table-row (202, 1341, 1601, 1363)
settlement-name: смт.Маневичі (206, 1710, 287, 1725)
street-list: (вул.Демчука,4,19,26,37; вул.Зарічна,1-7,10-17,20-35; вул.Миру,1,2,4-9,11,16,19,20; вул.Молодіжна,1,4,5-8,11-13,15,16; вул.Набережна,1-28; вул.17-го Вересня,1-5,7-9,11-15,17-22), (345, 33, 1297, 47)
table-row (202, 1224, 1601, 1260)
settlement-name: с.Четвертня (206, 85, 275, 99)
settlement-name: смт.Маневичі (206, 850, 287, 865)
table-row (202, 1530, 1601, 1567)
table-row (202, 618, 1601, 655)
table-row (202, 1187, 1601, 1224)
table-row (202, 1567, 1601, 1589)
settlement-name: с.Нова Руда, с.Набруска (206, 2101, 341, 2116)
table-row (202, 1663, 1601, 1685)
settlement-name: с.Старосілля (438, 2079, 515, 2093)
